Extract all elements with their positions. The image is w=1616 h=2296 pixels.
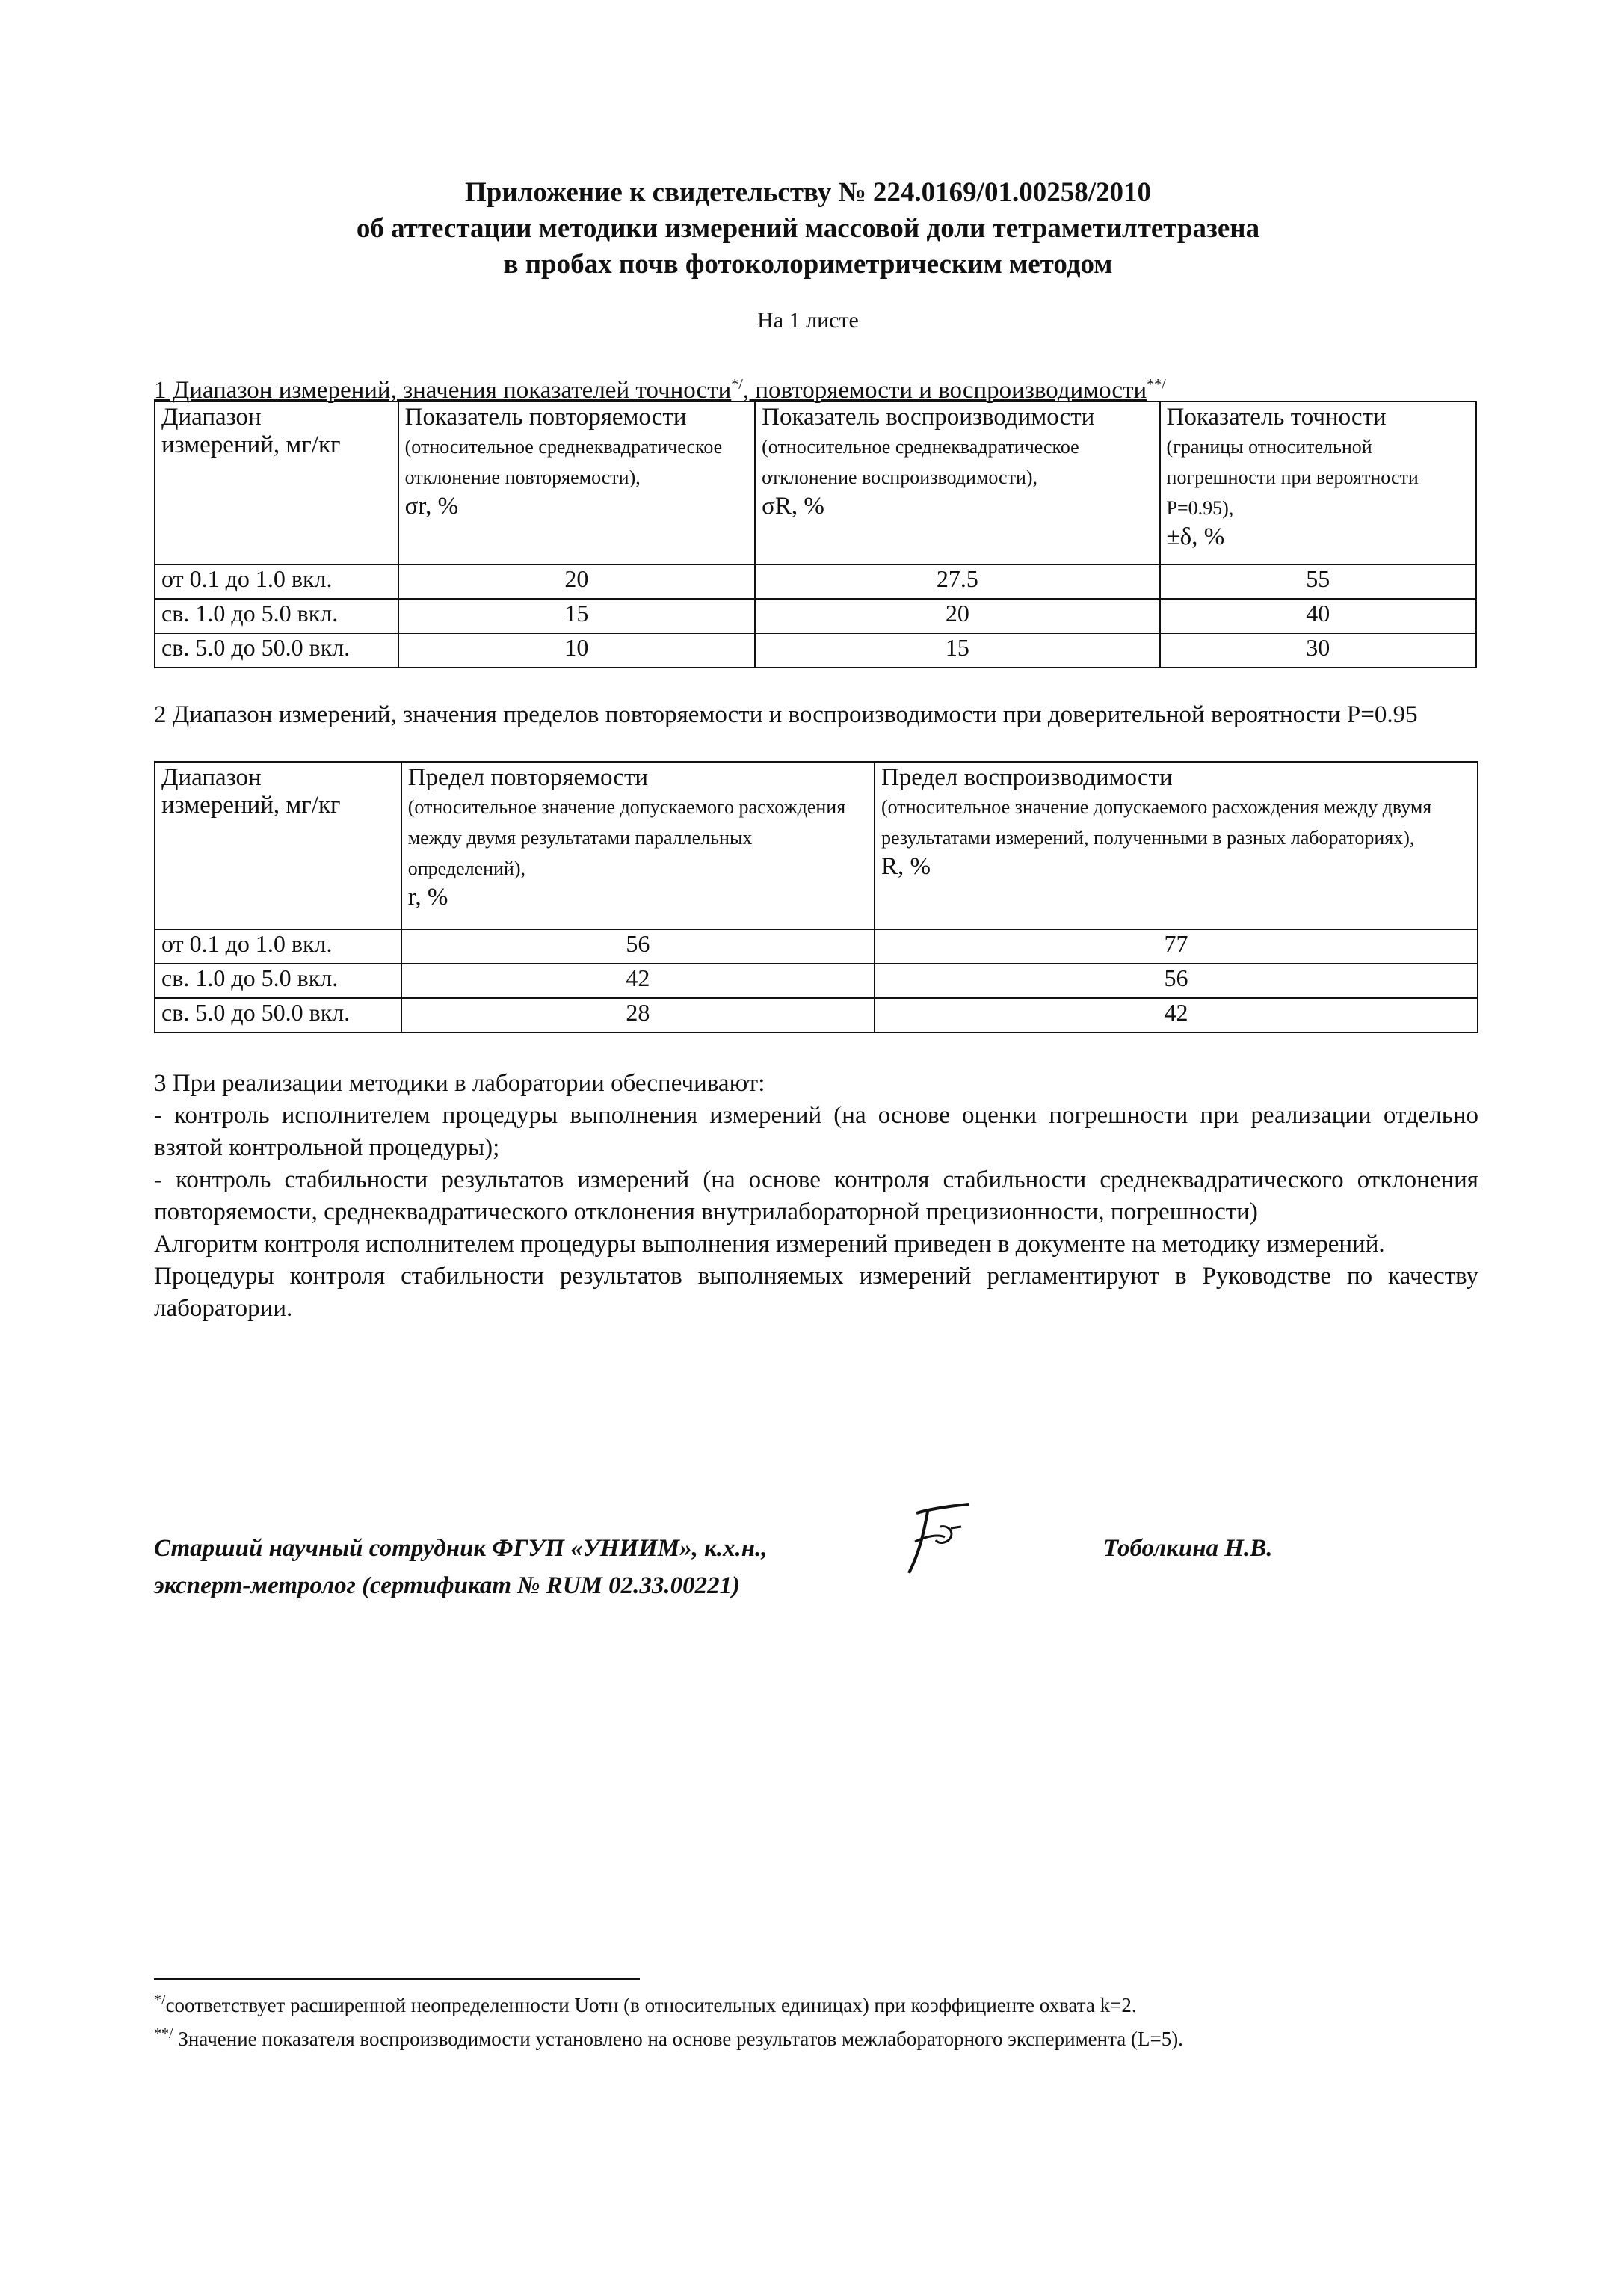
table-row [155, 964, 1478, 998]
header-cell-range: Диапазон измерений, мг/кг [155, 401, 398, 564]
header-cell-accuracy: Показатель точности (границы относительной погрешности при вероятности P=0.95), ±δ, % [1160, 401, 1476, 564]
value-cell: 30 [1160, 633, 1476, 668]
value-cell: 27.5 [755, 564, 1159, 599]
section3-procedures: Процедуры контроля стабильности результатов выполняемых измерений регламентируют в Руководстве по качеству лаборатории. [154, 1263, 1478, 1322]
signatory-title [154, 1530, 768, 1604]
range-cell: св. 1.0 до 5.0 вкл. [155, 964, 401, 998]
section1-heading-mid: , повторяемости и воспроизводимости [742, 377, 1147, 404]
section2-heading: 2 Диапазон измерений, значения пределов повторяемости и воспроизводимости при доверительной вероятности P=0.95 [154, 701, 1418, 728]
limits-table [154, 761, 1478, 1033]
range-cell: св. 5.0 до 50.0 вкл. [155, 998, 401, 1032]
accuracy-table-header [155, 401, 1476, 564]
table-row [155, 998, 1478, 1032]
value-cell: 10 [398, 633, 755, 668]
limits-table-header [155, 762, 1478, 929]
signatory-name: Тоболкина Н.В. [1103, 1535, 1273, 1562]
accuracy-table [154, 401, 1477, 668]
handwritten-signature-icon [886, 1498, 976, 1581]
section1-heading-mark1: */ [731, 376, 743, 393]
doc-title-line3: в пробах почв фотоколориметрическим методом [503, 249, 1113, 280]
range-cell: от 0.1 до 1.0 вкл. [155, 564, 398, 599]
section3-algorithm: Алгоритм контроля исполнителем процедуры выполнения измерений приведен в документе на методику измерений. [154, 1231, 1385, 1258]
value-cell: 56 [401, 929, 875, 964]
value-cell: 28 [401, 998, 875, 1032]
section1-heading-mark2: **/ [1147, 376, 1166, 393]
table-row [155, 564, 1476, 599]
section1-heading-main: 1 Диапазон измерений, значения показателей точности [154, 377, 732, 404]
value-cell: 15 [755, 633, 1159, 668]
table-row [155, 633, 1476, 668]
signatory-line2: эксперт-метролог (сертификат № RUM 02.33.00221) [154, 1572, 741, 1599]
header-cell-reproducibility-limit: Предел воспроизводимости (относительное значение допускаемого расхождения между двумя результатами измерений, полученными в разных лабораториях), R, % [875, 762, 1478, 929]
range-cell: св. 1.0 до 5.0 вкл. [155, 599, 398, 633]
range-cell: св. 5.0 до 50.0 вкл. [155, 633, 398, 668]
value-cell: 55 [1160, 564, 1476, 599]
header-cell-repeatability: Показатель повторяемости (относительное среднеквадратическое отклонение повторяемости), σr, % [398, 401, 755, 564]
footnotes [154, 1986, 1478, 2053]
value-cell: 20 [755, 599, 1159, 633]
section3-item-1: - контроль исполнителем процедуры выполнения измерений (на основе оценки погрешности при реализации отдельно взятой контрольной процедуры); [154, 1102, 1478, 1161]
section3-item-2: - контроль стабильности результатов измерений (на основе контроля стабильности среднеквадратического отклонения повторяемости, среднеквадратического отклонения внутрилабораторной прецизионности, погрешности) [154, 1166, 1478, 1225]
table-row [155, 929, 1478, 964]
doc-title-line2: об аттестации методики измерений массовой доли тетраметилтетразена [356, 213, 1260, 244]
sheet-count: На 1 листе [757, 308, 859, 333]
value-cell: 20 [398, 564, 755, 599]
footnote-2: **/ Значение показателя воспроизводимости установлено на основе результатов межлабораторного эксперимента (L=5). [154, 2025, 1183, 2050]
section3-intro: 3 При реализации методики в лаборатории обеспечивают: [154, 1070, 765, 1097]
footnote-divider [154, 1978, 640, 1980]
value-cell: 15 [398, 599, 755, 633]
header-cell-repeatability-limit: Предел повторяемости (относительное значение допускаемого расхождения между двумя результатами параллельных определений), r, % [401, 762, 875, 929]
value-cell: 42 [401, 964, 875, 998]
value-cell: 77 [875, 929, 1478, 964]
value-cell: 40 [1160, 599, 1476, 633]
value-cell: 56 [875, 964, 1478, 998]
table-row [155, 599, 1476, 633]
footnote-1: */соответствует расширенной неопределенности Uотн (в относительных единицах) при коэффициенте охвата k=2. [154, 1992, 1137, 2016]
signatory-line1: Старший научный сотрудник ФГУП «УНИИМ», к.х.н., [154, 1535, 768, 1562]
section3 [154, 1068, 1478, 1325]
header-cell-range: Диапазон измерений, мг/кг [155, 762, 401, 929]
header-cell-reproducibility: Показатель воспроизводимости (относительное среднеквадратическое отклонение воспроизводимости), σR, % [755, 401, 1159, 564]
doc-title-line1: Приложение к свидетельству № 224.0169/01.00258/2010 [465, 177, 1151, 208]
value-cell: 42 [875, 998, 1478, 1032]
range-cell: от 0.1 до 1.0 вкл. [155, 929, 401, 964]
